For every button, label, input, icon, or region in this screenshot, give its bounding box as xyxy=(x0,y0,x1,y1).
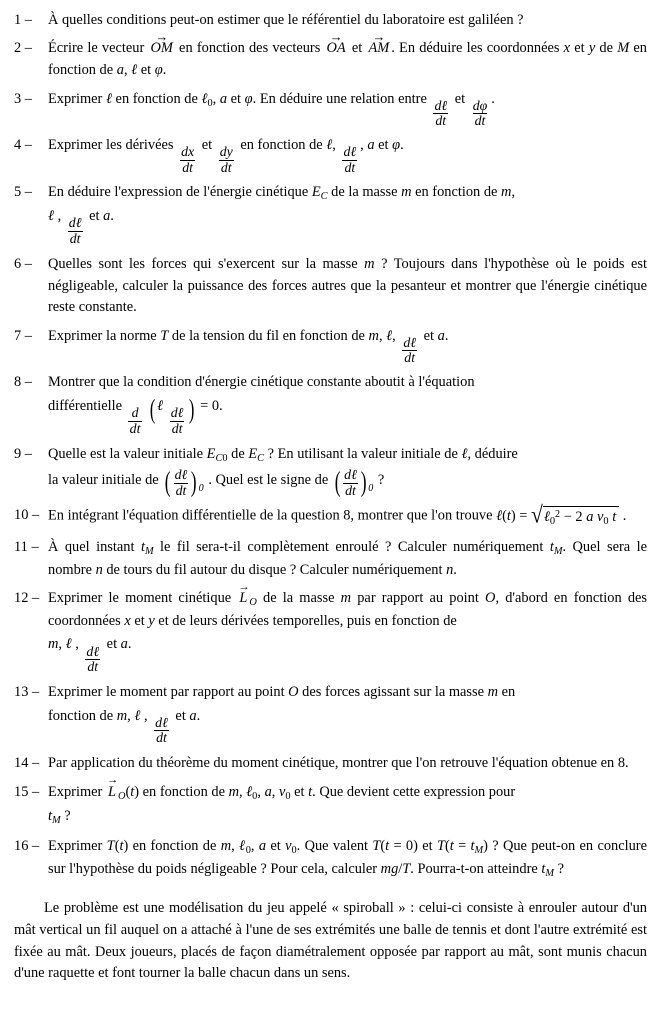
question-number: 2 – xyxy=(14,40,32,57)
question-number: 5 – xyxy=(14,183,32,200)
question-item xyxy=(14,782,647,830)
question-text: Par application du théorème du moment cinétique, montrer que l'on retrouve l'équation obtenue en 8. xyxy=(48,755,629,772)
question-item xyxy=(14,753,647,775)
question-number: 12 – xyxy=(14,589,40,606)
question-list xyxy=(14,10,647,882)
question-text: À quelles conditions peut-on estimer que le référentiel du laboratoire est galiléen ? xyxy=(48,12,524,28)
question-item xyxy=(14,38,647,82)
question-number: 9 – xyxy=(14,445,32,462)
question-item xyxy=(14,372,647,437)
question-text: Montrer que la condition d'énergie cinétique constante aboutit à l'équation différentielle $\frac{d}{dt}$ ( ℓ $\frac{\text{dℓ}}{dt}$ ) = 0. xyxy=(48,374,475,436)
question-item xyxy=(14,326,647,366)
question-text: Exprimer les dérivées $\frac{dx}{dt}$ et $\frac{dy}{dt}$ en fonction de ℓ, $\frac{\text{dℓ}}{dt}$ , a et φ. xyxy=(48,137,404,175)
question-number: 13 – xyxy=(14,683,40,700)
question-text: En déduire l'expression de l'énergie cinétique $E_C$ de la masse m en fonction de m, ℓ , $\frac{\text{dℓ}}{dt}$ et a. xyxy=(48,183,516,246)
question-number: 16 – xyxy=(14,838,40,855)
question-text: Exprimer L → $_O$(t) en fonction de m, ℓ$_0$, a, $v_0$ et t. Que devient cette expression pour $t_M$ ? xyxy=(48,782,647,830)
question-item xyxy=(14,182,647,248)
question-item xyxy=(14,135,647,175)
question-number: 10 – xyxy=(14,507,40,524)
question-number: 8 – xyxy=(14,374,32,391)
question-text: Exprimer le moment cinétique L → $_O$ de la masse m par rapport au point O, d'abord en fonction des coordonnées x et y et de leurs dérivées temporelles, puis en fonction de m, ℓ , $\frac{\text{dℓ}}{dt}$ et a. xyxy=(48,588,647,675)
question-number: 14 – xyxy=(14,755,40,772)
question-item xyxy=(14,444,647,499)
question-number: 4 – xyxy=(14,137,32,154)
question-text: Exprimer T(t) en fonction de m, ℓ$_0$, a et $v_0$. Que valent T(t = 0) et $T(t = t_M)$ ? Que peut-on en conclure sur l'hypothèse du poids négligeable ? Pour cela, calculer mg/T. Pourra-t-on atteindre $t_M$ ? xyxy=(48,838,647,879)
question-text: En intégrant l'équation différentielle de la question 8, montrer que l'on trouve ℓ(t) = √ ℓ$_0^2$ − 2 a $v_0$ t . xyxy=(48,502,627,529)
question-item xyxy=(14,537,647,582)
question-item xyxy=(14,836,647,881)
question-text: Écrire le vecteur OM → en fonction des vecteurs OA → et AM → . En déduire les coordonnées x et y de M en fonction de a, ℓ et φ. xyxy=(48,38,647,82)
question-item xyxy=(14,682,647,747)
question-text: À quel instant $t_M$ le fil sera-t-il complètement enroulé ? Calculer numériquement $t_M$. Quel sera le nombre n de tours du fil autour du disque ? Calculer numériquement n. xyxy=(48,538,647,578)
question-text: Exprimer ℓ en fonction de ℓ$_0$, a et φ. En déduire une relation entre $\frac{\text{dℓ}}{dt}$ et $\frac{d\varphi}{dt}$ . xyxy=(48,90,495,129)
question-number: 3 – xyxy=(14,90,32,107)
question-item xyxy=(14,502,647,530)
question-number: 7 – xyxy=(14,327,32,344)
question-number: 6 – xyxy=(14,255,32,272)
question-item xyxy=(14,254,647,320)
closing-paragraph-text: Le problème est une modélisation du jeu appelé « spiroball » : celui-ci consiste à enrouler autour d'un mât vertical un fil auquel on a attaché à l'une de ses extrémités une balle de tennis et dont l'autre extrémité est fixée au mât. Deux joueurs, placés de façon diamétralement opposée par rapport au mât, sont munis chacun d'une raquette et font tourner la balle chacun dans un sens. xyxy=(14,899,647,982)
question-number: 11 – xyxy=(14,538,39,555)
question-text: Exprimer le moment par rapport au point O des forces agissant sur la masse m en fonction de m, ℓ , $\frac{\text{dℓ}}{dt}$ et a. xyxy=(48,683,516,746)
question-text: Quelles sont les forces qui s'exercent sur la masse m ? Toujours dans l'hypothèse où le poids est négligeable, calculer la puissance des forces autres que la pesanteur et montrer que l'énergie cinétique reste constante. xyxy=(48,255,648,316)
question-number: 15 – xyxy=(14,783,40,800)
question-text: Exprimer la norme T de la tension du fil en fonction de m, ℓ, $\frac{\text{dℓ}}{dt}$ et a. xyxy=(48,327,449,366)
question-text: Quelle est la valeur initiale $E_{C0}$ de $E_C$ ? En utilisant la valeur initiale de ℓ, déduire la valeur initiale de ( $\frac{\text{dℓ}}{dt}$ ) 0 . Quel est le signe de ( $\frac{\text{dℓ}}{dt}$ ) 0 ? xyxy=(48,445,518,499)
question-number: 1 – xyxy=(14,12,32,28)
closing-paragraph xyxy=(14,898,647,986)
question-item xyxy=(14,89,647,129)
question-item xyxy=(14,588,647,675)
